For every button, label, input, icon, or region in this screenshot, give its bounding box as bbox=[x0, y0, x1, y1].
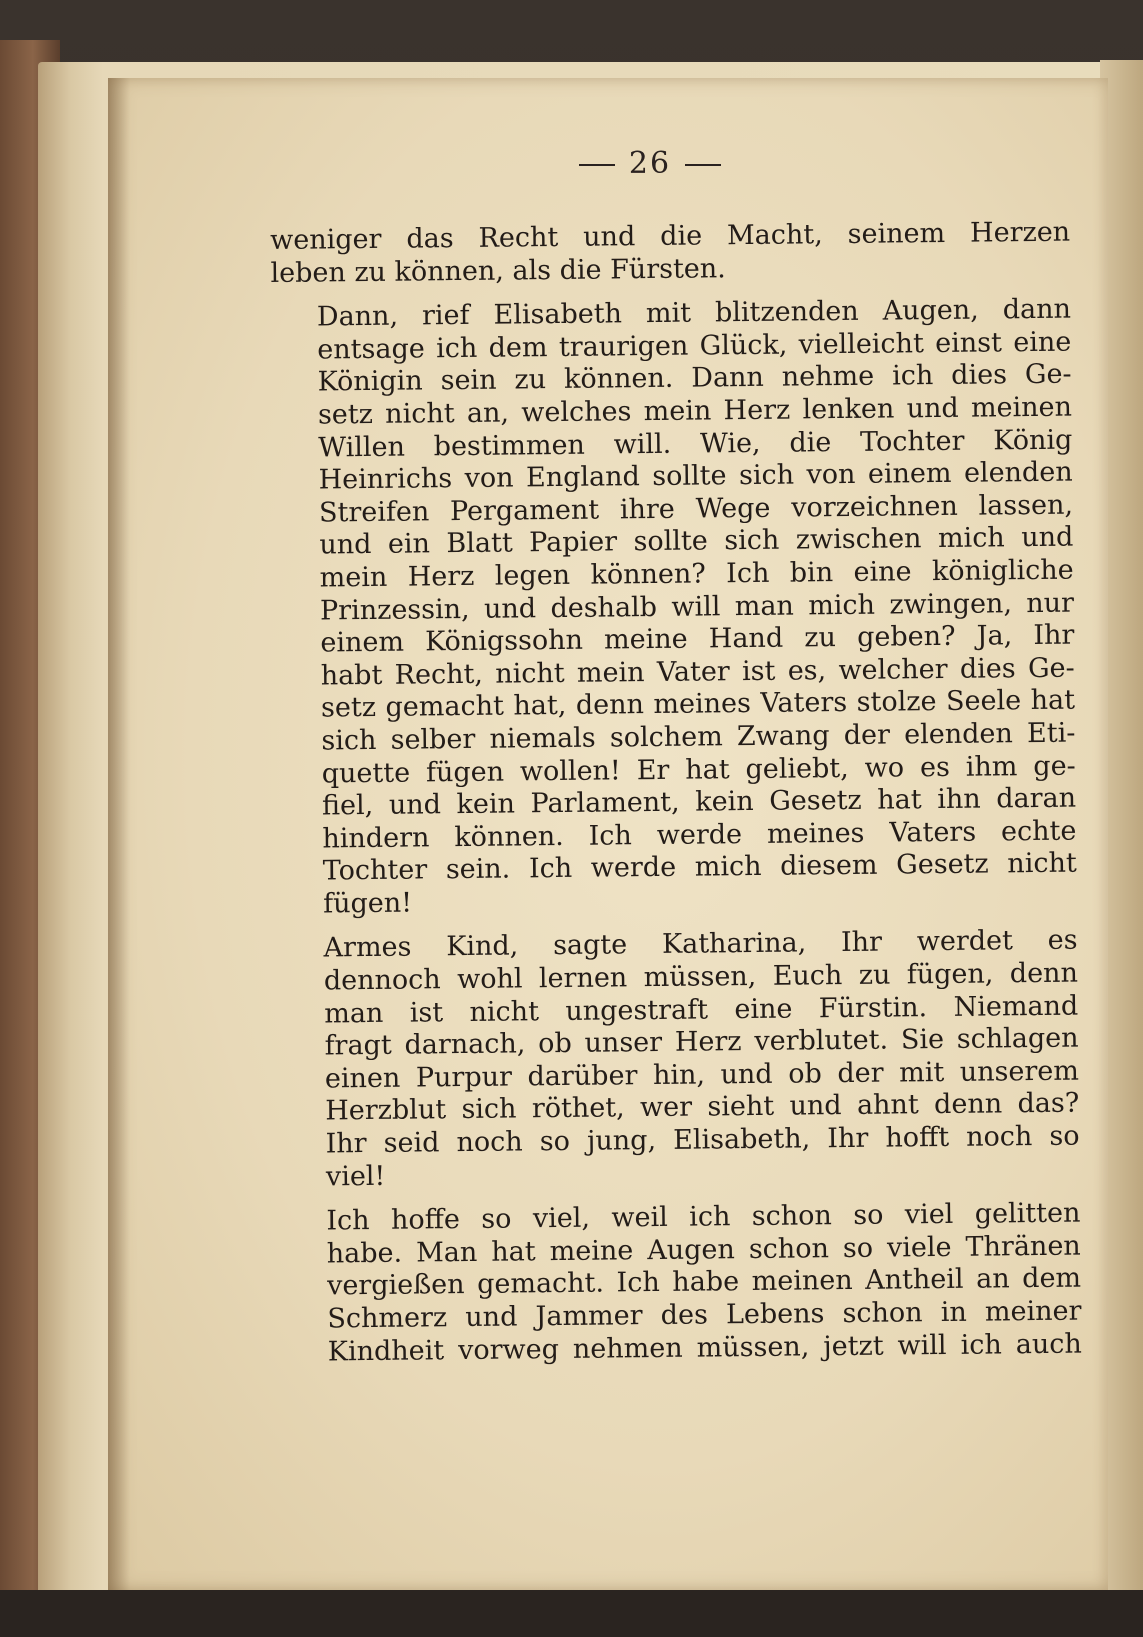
page-gutter-shadow bbox=[108, 78, 130, 1590]
paragraph bbox=[270, 217, 1071, 291]
text-line: sich selber niemals solchem Zwang der elenden Eti- bbox=[321, 717, 1076, 757]
text-line: Schmerz und Jammer des Lebens schon in meiner bbox=[327, 1295, 1082, 1335]
text-line: Willen bestimmen will. Wie, die Tochter König bbox=[318, 424, 1073, 464]
text-line: fügen! bbox=[322, 887, 413, 920]
body-text bbox=[270, 217, 1082, 1370]
scan-bottom-border bbox=[0, 1590, 1143, 1637]
text-line: und ein Blatt Papier sollte sich zwischen mich und bbox=[319, 521, 1074, 561]
text-line: fiel, und kein Parlament, kein Gesetz hat ihn daran bbox=[321, 782, 1077, 822]
text-line: leben zu können, als die Fürsten. bbox=[270, 252, 726, 289]
text-line: Heinrichs von England sollte sich von einem elenden bbox=[318, 456, 1073, 496]
text-line: hindern können. Ich werde meines Vaters echte bbox=[322, 815, 1077, 855]
text-line: Ihr seid noch so jung, Elisabeth, Ihr hofft noch so bbox=[325, 1120, 1080, 1160]
text-line: Dann, rief Elisabeth mit blitzenden Augen, dann bbox=[316, 293, 1072, 333]
text-line: vergießen gemacht. Ich habe meinen Antheil an dem bbox=[326, 1262, 1082, 1302]
text-line: Tochter sein. Ich werde mich diesem Gesetz nicht bbox=[322, 847, 1077, 887]
text-line: setz nicht an, welches mein Herz lenken und meinen bbox=[317, 391, 1073, 431]
folio-dash-left bbox=[579, 164, 615, 166]
text-line: habe. Man hat meine Augen schon so viele Thränen bbox=[326, 1230, 1081, 1270]
text-line: habt Recht, nicht mein Vater ist es, welcher dies Ge- bbox=[320, 652, 1075, 692]
text-line: Armes Kind, sagte Katharina, Ihr werdet es bbox=[323, 925, 1078, 964]
paragraph bbox=[277, 925, 1080, 1194]
text-line: einen Purpur darüber hin, und ob der mit unserem bbox=[324, 1055, 1080, 1095]
paragraph bbox=[271, 294, 1077, 922]
text-line: fragt darnach, ob unser Herz verblutet. Sie schlagen bbox=[324, 1022, 1079, 1062]
text-line: quette fügen wollen! Er hat geliebt, wo es ihm ge- bbox=[321, 750, 1076, 789]
text-line: viel! bbox=[325, 1160, 386, 1193]
page-number-header bbox=[520, 146, 780, 181]
text-line: setz gemacht hat, denn meines Vaters stolze Seele hat bbox=[320, 684, 1076, 724]
text-line: weniger das Recht und die Macht, seinem Herzen bbox=[270, 216, 1071, 256]
text-line: Herzblut sich röthet, wer sieht und ahnt denn das? bbox=[325, 1088, 1080, 1127]
text-line: dennoch wohl lernen müssen, Euch zu fügen, denn bbox=[323, 957, 1079, 997]
paragraph bbox=[280, 1198, 1082, 1369]
page-number: 26 bbox=[628, 146, 672, 181]
text-line: Ich hoffe so viel, weil ich schon so viel gelitten bbox=[326, 1197, 1081, 1237]
text-line: Prinzessin, und deshalb will man mich zwingen, nur bbox=[319, 587, 1075, 627]
text-line: Kindheit vorweg nehmen müssen, jetzt will ich auch bbox=[327, 1328, 1082, 1368]
text-line: man ist nicht ungestraft eine Fürstin. Niemand bbox=[324, 990, 1079, 1030]
text-line: mein Herz legen können? Ich bin eine königliche bbox=[319, 554, 1074, 594]
text-line: Königin sein zu können. Dann nehme ich dies Ge- bbox=[317, 358, 1072, 398]
text-line: Streifen Pergament ihre Wege vorzeichnen lassen, bbox=[318, 489, 1074, 529]
text-line: einem Königssohn meine Hand zu geben? Ja, Ihr bbox=[320, 619, 1075, 659]
text-line: entsage ich dem traurigen Glück, vielleicht einst eine bbox=[317, 326, 1072, 366]
folio-dash-right bbox=[685, 164, 721, 166]
